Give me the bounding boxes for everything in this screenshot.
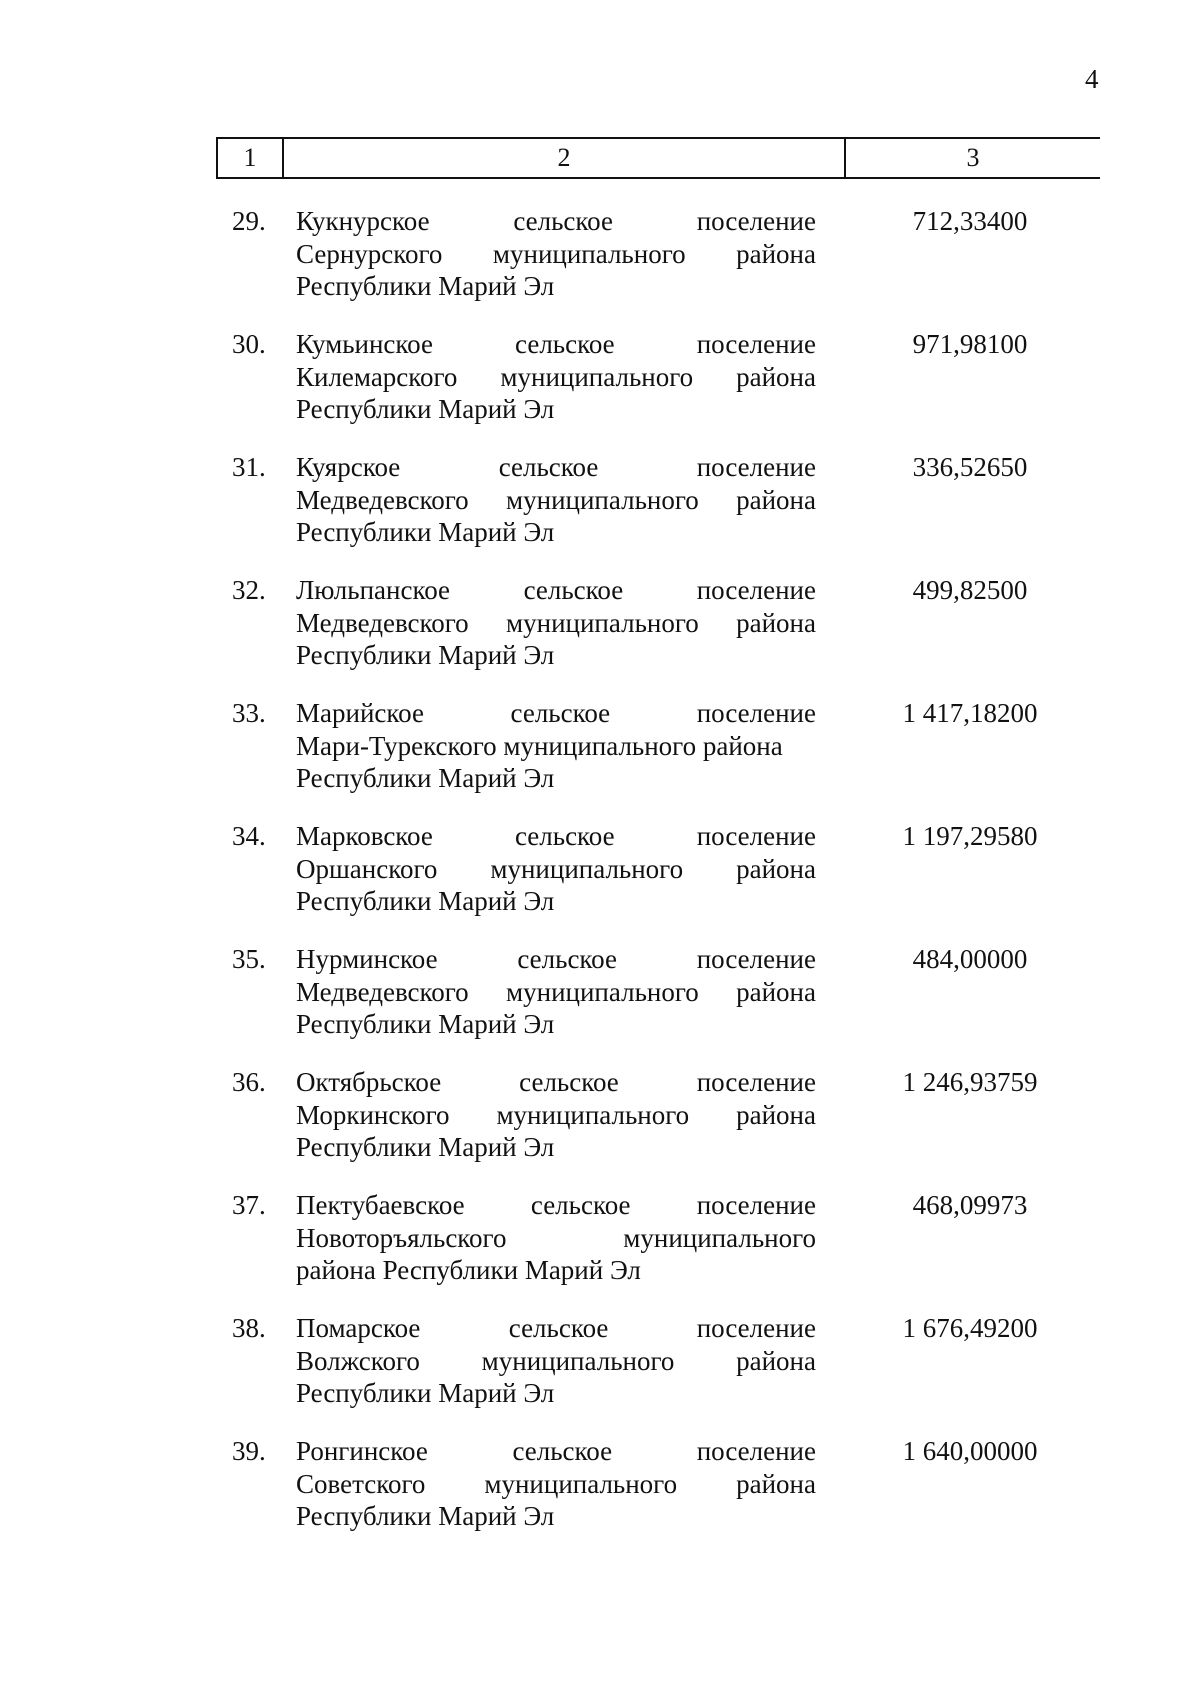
table-row [0,943,1200,1066]
settlement-name-word: Медведевского [296,607,469,638]
table-row [0,697,1200,820]
settlement-name-line2 [296,361,816,394]
settlement-name-line2 [296,1222,816,1255]
settlement-name-line2 [296,853,816,886]
settlement-name-word: поселение [696,206,816,236]
settlement-name-word: муниципального [500,361,694,392]
settlement-name-word: муниципального [506,607,699,638]
row-number: 31. [232,452,266,482]
settlement-name-line1 [296,697,816,730]
settlement-name-word: Сернурского [296,238,443,269]
settlement-name-word: района [736,607,816,638]
settlement-name-line1 [296,820,816,853]
settlement-name-word: района [736,238,816,269]
settlement-name-line3: Республики Марий Эл [296,517,555,547]
settlement-name-word: Оршанского [296,853,438,884]
settlement-name [296,1312,816,1410]
table-header [216,137,1100,179]
header-col-3: 3 [966,143,980,172]
settlement-name-line2 [296,1099,816,1132]
table-row [0,1066,1200,1189]
settlement-name-line3: Республики Марий Эл [296,1009,555,1039]
settlement-name [296,943,816,1041]
row-number: 38. [232,1313,266,1343]
table-row [0,451,1200,574]
settlement-name-line3: Республики Марий Эл [296,1132,555,1162]
settlement-name [296,1435,816,1533]
settlement-name-word: сельское [519,1067,619,1097]
settlement-name-line2 [296,607,816,640]
table-row [0,1312,1200,1435]
settlement-name-word: сельское [530,1190,631,1220]
row-number: 37. [232,1190,266,1220]
amount-value: 971,98100 [912,329,1028,359]
settlement-name-word: Октябрьское [296,1067,442,1097]
amount-value: 1 417,18200 [902,698,1038,728]
settlement-name-word: сельское [515,329,615,359]
row-number: 36. [232,1067,266,1097]
settlement-name [296,451,816,549]
table-row [0,205,1200,328]
amount-value: 712,33400 [912,206,1028,236]
settlement-name-line2 [296,976,816,1009]
settlement-name-line2 [296,1468,816,1501]
settlement-name [296,1189,816,1287]
row-number: 34. [232,821,266,851]
row-number: 39. [232,1436,266,1466]
settlement-name-word: Куярское [296,452,401,482]
settlement-name-word: поселение [696,452,816,482]
settlement-name-word: муниципального [484,1468,678,1499]
settlement-name [296,328,816,426]
row-number: 35. [232,944,266,974]
amount-value: 1 246,93759 [902,1067,1038,1097]
settlement-name-word: поселение [696,1067,816,1097]
settlement-name-word: Марковское [296,821,433,851]
row-number: 33. [232,698,266,728]
settlement-name-word: Волжского [296,1345,420,1376]
settlement-name-line2 [296,1345,816,1378]
settlement-name-word: сельское [517,944,617,974]
settlement-name-word: поселение [696,329,816,359]
settlement-name-word: муниципального [490,853,684,884]
settlement-name-word: сельское [508,1313,609,1343]
table-row [0,1189,1200,1312]
settlement-name-word: Помарское [296,1313,421,1343]
table-row [0,328,1200,451]
settlement-name-word: сельское [510,698,611,728]
settlement-name-word: муниципального [481,1345,675,1376]
settlement-name-line3: Республики Марий Эл [296,1378,555,1408]
settlement-name-word: поселение [696,1436,816,1466]
header-col-1: 1 [216,139,284,177]
settlement-name-line1 [296,943,816,976]
settlement-name-word: Нурминское [296,944,438,974]
table-body [0,205,1200,1558]
settlement-name-line2 [296,238,816,271]
settlement-name-word: района [736,484,816,515]
settlement-name-word: муниципального [506,976,699,1007]
settlement-name-line1 [296,451,816,484]
settlement-name-line2 [296,730,816,763]
table-row [0,1435,1200,1558]
settlement-name-word: Кукнурское [296,206,430,236]
settlement-name-line1 [296,574,816,607]
settlement-name-word: района [736,1468,816,1499]
amount-value: 1 676,49200 [902,1313,1038,1343]
row-number: 29. [232,206,266,236]
table-row [0,574,1200,697]
settlement-name-word: Килемарского [296,361,458,392]
settlement-name-line3: Республики Марий Эл [296,271,555,301]
settlement-name-word: района [736,1099,816,1130]
settlement-name-line3: Республики Марий Эл [296,763,555,793]
amount-value: 1 640,00000 [902,1436,1038,1466]
header-col-2: 2 [284,139,846,177]
settlement-name-line1 [296,1435,816,1468]
settlement-name-word: Марийское [296,698,424,728]
settlement-name-word: Люльпанское [296,575,451,605]
settlement-name-word: муниципального [506,484,699,515]
settlement-name [296,697,816,795]
settlement-name [296,205,816,303]
amount-value: 336,52650 [912,452,1028,482]
settlement-name-word: муниципального [496,1099,690,1130]
settlement-name-line3: Республики Марий Эл [296,394,555,424]
settlement-name-line3: Республики Марий Эл [296,886,555,916]
settlement-name-word: сельское [512,1436,613,1466]
settlement-name-word: поселение [696,1313,816,1343]
settlement-name-word: района [736,1345,816,1376]
settlement-name-word: Моркинского [296,1099,450,1130]
settlement-name-word: Медведевского [296,484,469,515]
settlement-name-word: Пектубаевское [296,1190,465,1220]
settlement-name-line3: Республики Марий Эл [296,1501,555,1531]
row-number: 30. [232,329,266,359]
settlement-name [296,1066,816,1164]
settlement-name-line3: района Республики Марий Эл [296,1255,641,1285]
settlement-name-line2 [296,484,816,517]
amount-value: 468,09973 [912,1190,1028,1220]
settlement-name-word: района [736,361,816,392]
settlement-name-word: муниципального [623,1222,816,1253]
settlement-name-word: Новоторъяльского [296,1222,507,1253]
amount-value: 1 197,29580 [902,821,1038,851]
settlement-name-line3: Республики Марий Эл [296,640,555,670]
settlement-name-word: поселение [696,821,816,851]
settlement-name-word: сельское [523,575,624,605]
settlement-name-word: поселение [696,575,816,605]
settlement-name-word: Ронгинское [296,1436,428,1466]
page-number: 4 [1085,64,1099,94]
settlement-name-word: Кумьинское [296,329,433,359]
settlement-name-word: сельское [514,821,615,851]
settlement-name-word: района [736,853,816,884]
settlement-name-line1 [296,328,816,361]
settlement-name [296,820,816,918]
table-row [0,820,1200,943]
settlement-name-word: муниципального [492,238,686,269]
settlement-name-word: сельское [498,452,599,482]
settlement-name-word: Медведевского [296,976,469,1007]
amount-value: 499,82500 [912,575,1028,605]
settlement-name-word: поселение [696,1190,816,1220]
settlement-name-line1 [296,1189,816,1222]
settlement-name-line1 [296,205,816,238]
settlement-name-word: Мари-Турекского муниципального района [296,730,783,761]
settlement-name-line1 [296,1312,816,1345]
settlement-name-word: поселение [696,698,816,728]
settlement-name-word: Советского [296,1468,426,1499]
amount-value: 484,00000 [912,944,1028,974]
settlement-name-word: поселение [696,944,816,974]
settlement-name-word: района [736,976,816,1007]
settlement-name [296,574,816,672]
settlement-name-line1 [296,1066,816,1099]
settlement-name-word: сельское [513,206,613,236]
row-number: 32. [232,575,266,605]
